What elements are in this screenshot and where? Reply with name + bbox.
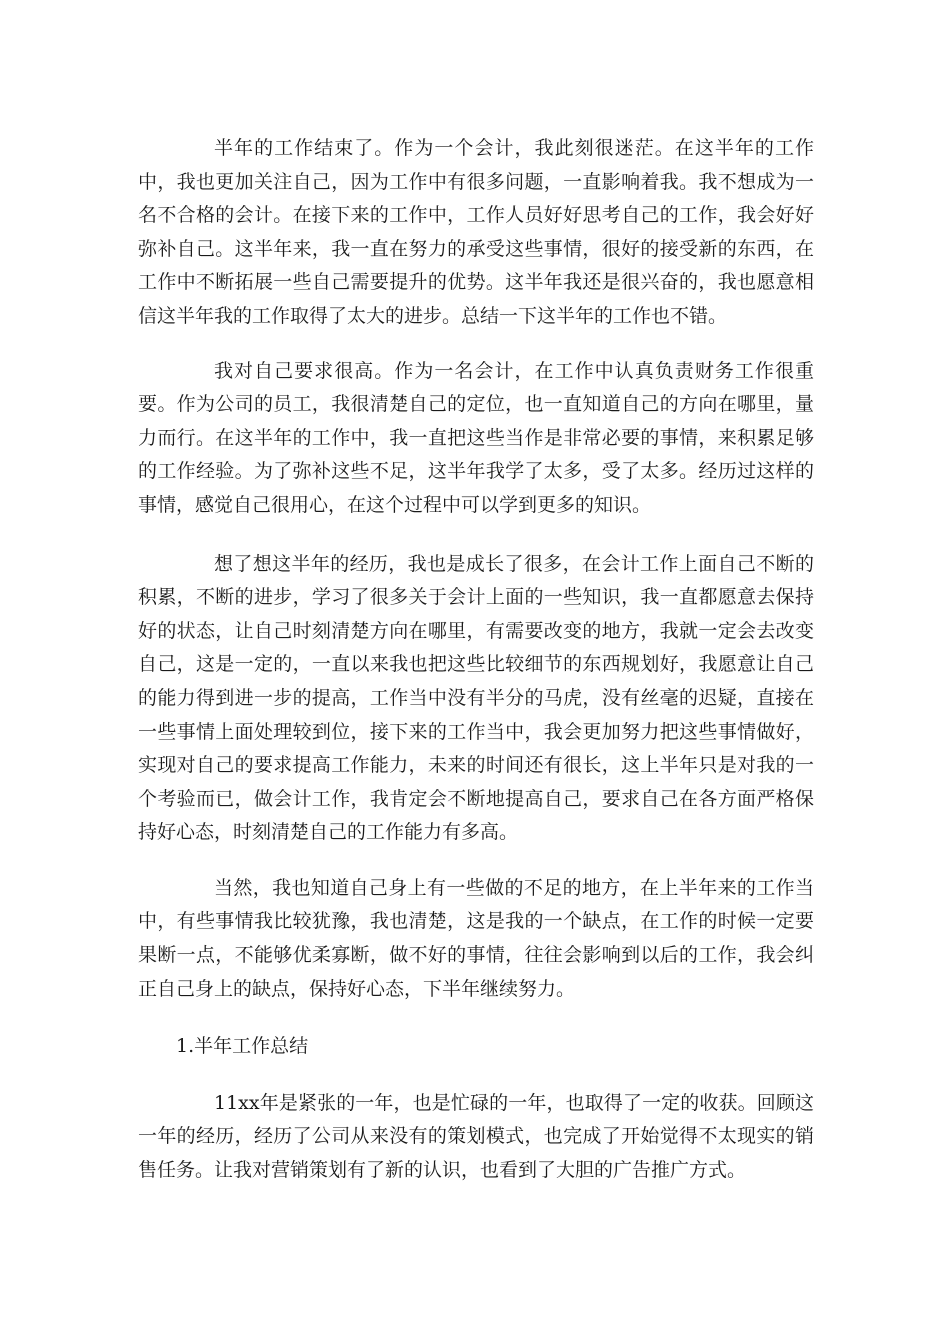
paragraph-2: 我对自己要求很高。作为一名会计，在工作中认真负责财务工作很重要。作为公司的员工，我很清楚自己的定位，也一直知道自己的方向在哪里，量力而行。在这半年的工作中，我一直把这些当作是非常必要的事情，来积累足够的工作经验。为了弥补这些不足，这半年我学了太多，受了太多。经历过这样的事情，感觉自己很用心，在这个过程中可以学到更多的知识。 bbox=[138, 359, 814, 516]
paragraph-5: 11xx年是紧张的一年，也是忙碌的一年，也取得了一定的收获。回顾这一年的经历，经历了公司从来没有的策划模式，也完成了开始觉得不太现实的销售任务。让我对营销策划有了新的认识，也看到了大胆的广告推广方式。 bbox=[138, 1091, 814, 1182]
paragraph-4: 当然，我也知道自己身上有一些做的不足的地方，在上半年来的工作当中，有些事情我比较犹豫，我也清楚，这是我的一个缺点，在工作的时候一定要果断一点，不能够优柔寡断，做不好的事情，往往会影响到以后的工作，我会纠正自己身上的缺点，保持好心态，下半年继续努力。 bbox=[138, 876, 814, 1000]
paragraph-1: 半年的工作结束了。作为一个会计，我此刻很迷茫。在这半年的工作中，我也更加关注自己，因为工作中有很多问题，一直影响着我。我不想成为一名不合格的会计。在接下来的工作中，工作人员好好思考自己的工作，我会好好弥补自己。这半年来，我一直在努力的承受这些事情，很好的接受新的东西，在工作中不断拓展一些自己需要提升的优势。这半年我还是很兴奋的，我也愿意相信这半年我的工作取得了太大的进步。总结一下这半年的工作也不错。 bbox=[138, 137, 814, 327]
section-heading: 1.半年工作总结 bbox=[176, 1035, 309, 1058]
paragraph-3: 想了想这半年的经历，我也是成长了很多，在会计工作上面自己不断的积累，不断的进步，学习了很多关于会计上面的一些知识，我一直都愿意去保持好的状态，让自己时刻清楚方向在哪里，有需要改变的地方，我就一定会去改变自己，这是一定的，一直以来我也把这些比较细节的东西规划好，我愿意让自己的能力得到进一步的提高，工作当中没有半分的马虎，没有丝毫的迟疑，直接在一些事情上面处理较到位，接下来的工作当中，我会更加努力把这些事情做好，实现对自己的要求提高工作能力，未来的时间还有很长，这上半年只是对我的一个考验而已，做会计工作，我肯定会不断地提高自己，要求自己在各方面严格保持好心态，时刻清楚自己的工作能力有多高。 bbox=[138, 552, 814, 844]
document-page bbox=[138, 132, 814, 1188]
